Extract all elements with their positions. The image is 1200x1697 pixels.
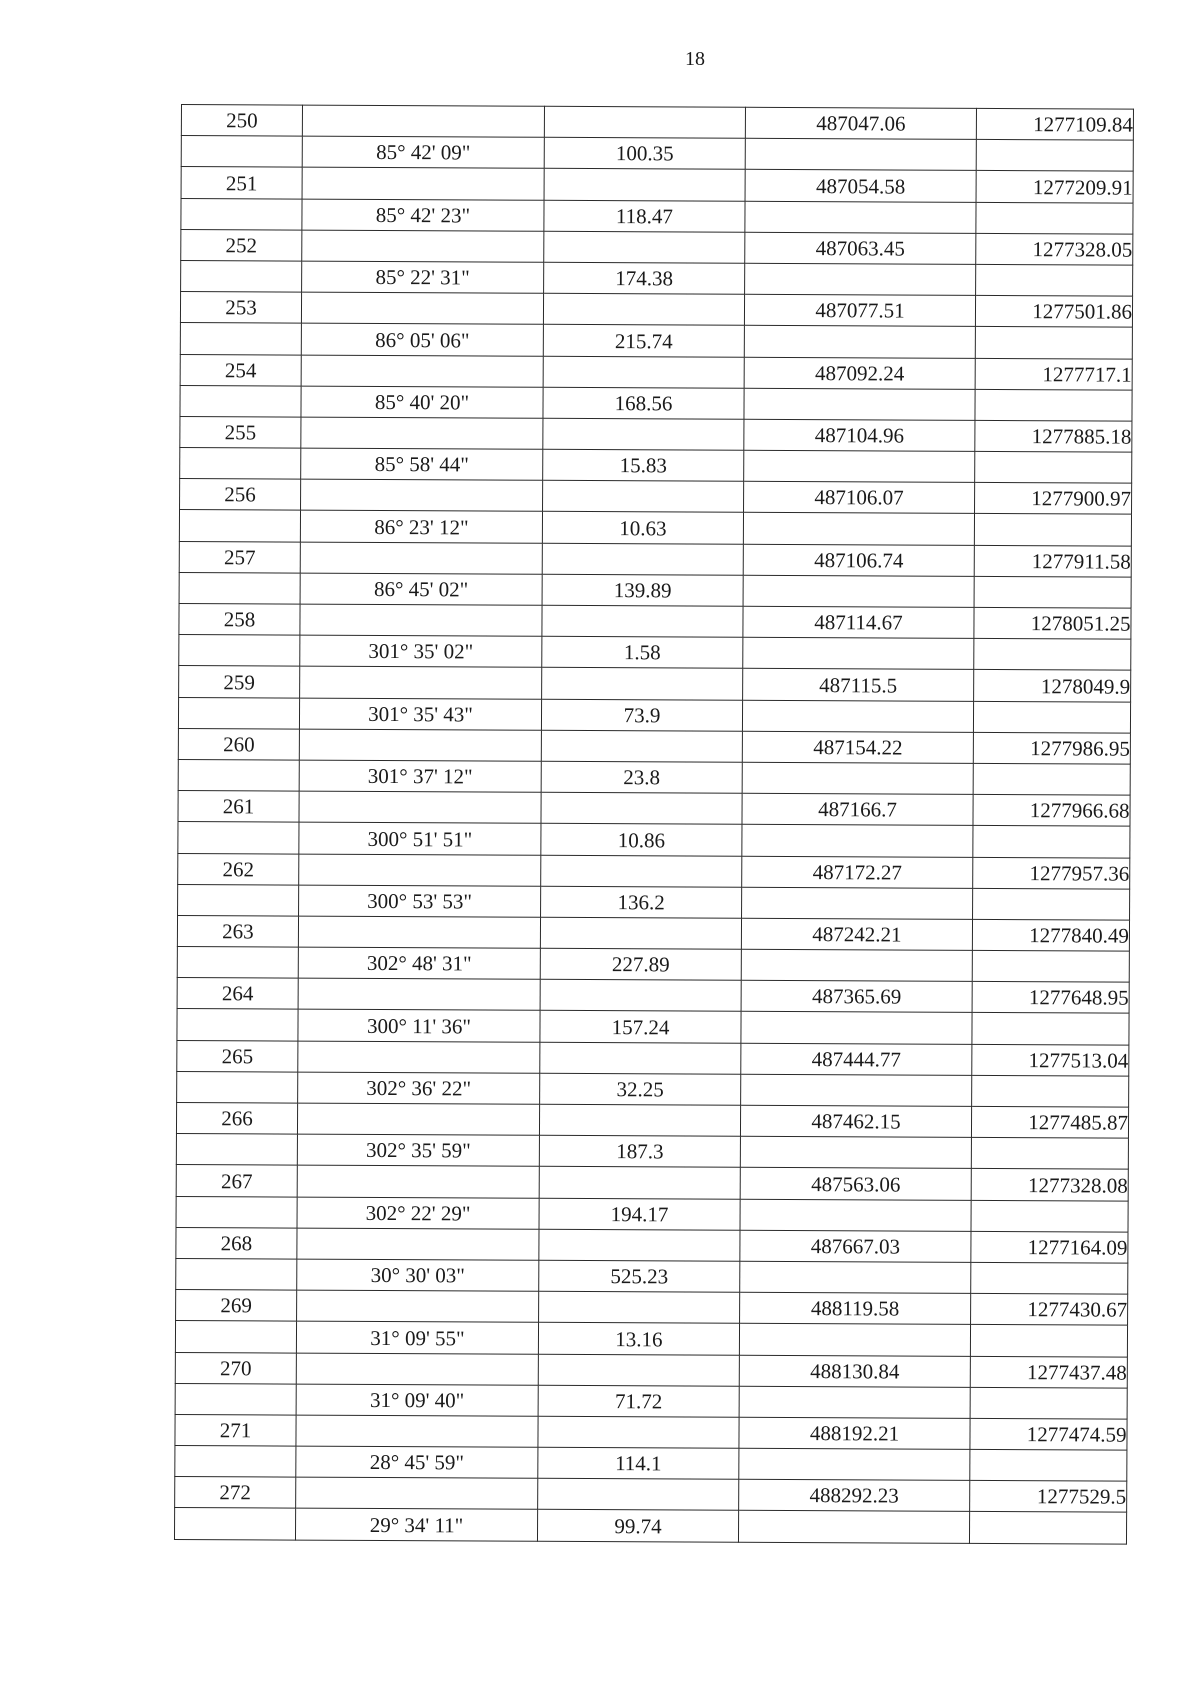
y-coordinate-cell: 1277209.91 bbox=[976, 171, 1133, 203]
distance-cell: 10.86 bbox=[541, 824, 742, 856]
empty-cell bbox=[539, 1229, 740, 1261]
empty-cell bbox=[174, 1508, 295, 1540]
bearing-angle-cell: 86° 45' 02" bbox=[300, 573, 542, 605]
empty-cell bbox=[974, 514, 1131, 546]
y-coordinate-cell: 1277911.58 bbox=[974, 545, 1131, 577]
empty-cell bbox=[300, 542, 542, 574]
x-coordinate-cell: 487054.58 bbox=[745, 170, 976, 202]
empty-cell bbox=[973, 701, 1130, 733]
x-coordinate-cell: 487154.22 bbox=[742, 731, 973, 763]
empty-cell bbox=[539, 1291, 740, 1323]
point-number-cell: 261 bbox=[178, 791, 299, 823]
x-coordinate-cell: 488292.23 bbox=[739, 1479, 970, 1511]
bearing-angle-cell: 300° 53' 53" bbox=[299, 885, 541, 917]
table-row bbox=[177, 1040, 1129, 1076]
bearing-angle-cell: 302° 36' 22" bbox=[298, 1072, 540, 1104]
empty-cell bbox=[976, 140, 1133, 172]
empty-cell bbox=[972, 1075, 1129, 1107]
distance-cell: 168.56 bbox=[543, 387, 744, 419]
empty-cell bbox=[177, 1071, 298, 1103]
empty-cell bbox=[540, 1042, 741, 1074]
table-row bbox=[177, 915, 1129, 951]
table-row bbox=[175, 1446, 1127, 1482]
empty-cell bbox=[175, 1321, 296, 1353]
empty-cell bbox=[973, 826, 1130, 858]
y-coordinate-cell: 1277513.04 bbox=[972, 1044, 1129, 1076]
empty-cell bbox=[299, 791, 541, 823]
bearing-angle-cell: 31° 09' 55" bbox=[296, 1321, 538, 1353]
bearing-angle-cell: 302° 22' 29" bbox=[297, 1197, 539, 1229]
point-number-cell: 266 bbox=[176, 1102, 297, 1134]
empty-cell bbox=[971, 1262, 1128, 1294]
point-number-cell: 253 bbox=[180, 292, 301, 324]
table-row bbox=[178, 697, 1130, 733]
table-row bbox=[176, 1165, 1128, 1201]
bearing-angle-cell: 302° 48' 31" bbox=[298, 947, 540, 979]
distance-cell: 100.35 bbox=[544, 137, 745, 169]
y-coordinate-cell: 1277885.18 bbox=[975, 420, 1132, 452]
empty-cell bbox=[539, 1167, 740, 1199]
empty-cell bbox=[301, 479, 543, 511]
distance-cell: 136.2 bbox=[541, 886, 742, 918]
empty-cell bbox=[543, 418, 744, 450]
empty-cell bbox=[974, 576, 1131, 608]
empty-cell bbox=[296, 1477, 538, 1509]
empty-cell bbox=[743, 513, 974, 545]
empty-cell bbox=[538, 1416, 739, 1448]
y-coordinate-cell: 1277986.95 bbox=[973, 732, 1130, 764]
y-coordinate-cell: 1277109.84 bbox=[976, 108, 1133, 140]
point-number-cell: 263 bbox=[177, 915, 298, 947]
point-number-cell: 262 bbox=[178, 853, 299, 885]
empty-cell bbox=[975, 327, 1132, 359]
empty-cell bbox=[299, 854, 541, 886]
y-coordinate-cell: 1277164.09 bbox=[971, 1231, 1128, 1263]
table-row bbox=[178, 759, 1130, 795]
y-coordinate-cell: 1277328.08 bbox=[971, 1169, 1128, 1201]
empty-cell bbox=[744, 388, 975, 420]
empty-cell bbox=[740, 1261, 971, 1293]
table-row bbox=[180, 416, 1132, 452]
empty-cell bbox=[297, 1290, 539, 1322]
y-coordinate-cell: 1277966.68 bbox=[973, 795, 1130, 827]
y-coordinate-cell: 1277430.67 bbox=[971, 1293, 1128, 1325]
empty-cell bbox=[742, 762, 973, 794]
empty-cell bbox=[544, 231, 745, 263]
bearing-angle-cell: 86° 23' 12" bbox=[300, 511, 542, 543]
coordinate-table-container bbox=[174, 104, 1133, 1544]
x-coordinate-cell: 487077.51 bbox=[744, 294, 975, 326]
table-row bbox=[180, 354, 1132, 390]
empty-cell bbox=[975, 389, 1132, 421]
table-row bbox=[178, 853, 1130, 889]
point-number-cell: 272 bbox=[175, 1477, 296, 1509]
table-row bbox=[176, 1258, 1128, 1294]
x-coordinate-cell: 487462.15 bbox=[740, 1105, 971, 1137]
point-number-cell: 251 bbox=[181, 167, 302, 199]
table-row bbox=[176, 1196, 1128, 1232]
empty-cell bbox=[181, 198, 302, 230]
table-row bbox=[176, 1227, 1128, 1263]
distance-cell: 13.16 bbox=[538, 1323, 739, 1355]
empty-cell bbox=[542, 543, 743, 575]
distance-cell: 23.8 bbox=[541, 761, 742, 793]
empty-cell bbox=[970, 1449, 1127, 1481]
empty-cell bbox=[298, 978, 540, 1010]
table-row bbox=[177, 947, 1129, 983]
bearing-angle-cell: 31° 09' 40" bbox=[296, 1384, 538, 1416]
empty-cell bbox=[745, 201, 976, 233]
x-coordinate-cell: 487444.77 bbox=[741, 1043, 972, 1075]
bearing-angle-cell: 86° 05' 06" bbox=[301, 323, 543, 355]
empty-cell bbox=[181, 136, 302, 168]
bearing-angle-cell: 85° 58' 44" bbox=[301, 448, 543, 480]
x-coordinate-cell: 487365.69 bbox=[741, 980, 972, 1012]
empty-cell bbox=[970, 1325, 1127, 1357]
distance-cell: 194.17 bbox=[539, 1198, 740, 1230]
table-row bbox=[175, 1321, 1127, 1357]
distance-cell: 227.89 bbox=[540, 948, 741, 980]
point-number-cell: 258 bbox=[179, 603, 300, 635]
distance-cell: 139.89 bbox=[542, 574, 743, 606]
empty-cell bbox=[176, 1196, 297, 1228]
empty-cell bbox=[543, 481, 744, 513]
x-coordinate-cell: 487047.06 bbox=[745, 107, 976, 139]
point-number-cell: 270 bbox=[175, 1352, 296, 1384]
y-coordinate-cell: 1277328.05 bbox=[976, 233, 1133, 265]
empty-cell bbox=[741, 1074, 972, 1106]
empty-cell bbox=[976, 202, 1133, 234]
point-number-cell: 256 bbox=[180, 479, 301, 511]
empty-cell bbox=[540, 917, 741, 949]
empty-cell bbox=[297, 1228, 539, 1260]
empty-cell bbox=[297, 1103, 539, 1135]
empty-cell bbox=[972, 1013, 1129, 1045]
point-number-cell: 250 bbox=[181, 105, 302, 137]
empty-cell bbox=[175, 1446, 296, 1478]
distance-cell: 157.24 bbox=[540, 1011, 741, 1043]
empty-cell bbox=[745, 138, 976, 170]
table-row bbox=[178, 822, 1130, 858]
table-row bbox=[175, 1352, 1127, 1388]
table-row bbox=[179, 603, 1131, 639]
point-number-cell: 268 bbox=[176, 1227, 297, 1259]
empty-cell bbox=[179, 510, 300, 542]
empty-cell bbox=[178, 759, 299, 791]
table-row bbox=[181, 260, 1133, 296]
bearing-angle-cell: 28° 45' 59" bbox=[296, 1446, 538, 1478]
point-number-cell: 264 bbox=[177, 978, 298, 1010]
x-coordinate-cell: 487242.21 bbox=[741, 918, 972, 950]
bearing-angle-cell: 30° 30' 03" bbox=[297, 1259, 539, 1291]
x-coordinate-cell: 487667.03 bbox=[740, 1230, 971, 1262]
empty-cell bbox=[974, 639, 1131, 671]
table-row bbox=[180, 479, 1132, 515]
table-row bbox=[179, 572, 1131, 608]
x-coordinate-cell: 488130.84 bbox=[739, 1355, 970, 1387]
y-coordinate-cell: 1278051.25 bbox=[974, 607, 1131, 639]
empty-cell bbox=[176, 1134, 297, 1166]
empty-cell bbox=[179, 635, 300, 667]
table-row bbox=[176, 1134, 1128, 1170]
empty-cell bbox=[301, 292, 543, 324]
empty-cell bbox=[177, 1009, 298, 1041]
table-row bbox=[179, 666, 1131, 702]
empty-cell bbox=[741, 1012, 972, 1044]
empty-cell bbox=[739, 1386, 970, 1418]
empty-cell bbox=[541, 855, 742, 887]
empty-cell bbox=[743, 575, 974, 607]
y-coordinate-cell: 1277474.59 bbox=[970, 1418, 1127, 1450]
empty-cell bbox=[180, 385, 301, 417]
table-row bbox=[179, 510, 1131, 546]
point-number-cell: 265 bbox=[177, 1040, 298, 1072]
x-coordinate-cell: 487063.45 bbox=[745, 232, 976, 264]
y-coordinate-cell: 1277529.5 bbox=[970, 1481, 1127, 1513]
empty-cell bbox=[176, 1258, 297, 1290]
table-row bbox=[176, 1290, 1128, 1326]
empty-cell bbox=[972, 950, 1129, 982]
x-coordinate-cell: 488119.58 bbox=[740, 1292, 971, 1324]
y-coordinate-cell: 1277501.86 bbox=[975, 296, 1132, 328]
table-row bbox=[177, 1071, 1129, 1107]
coordinate-table-body bbox=[174, 105, 1133, 1544]
empty-cell bbox=[541, 792, 742, 824]
empty-cell bbox=[975, 451, 1132, 483]
distance-cell: 73.9 bbox=[541, 699, 742, 731]
x-coordinate-cell: 487115.5 bbox=[743, 669, 974, 701]
empty-cell bbox=[296, 1415, 538, 1447]
table-row bbox=[177, 978, 1129, 1014]
x-coordinate-cell: 487092.24 bbox=[744, 357, 975, 389]
table-row bbox=[178, 884, 1130, 920]
empty-cell bbox=[181, 260, 302, 292]
distance-cell: 15.83 bbox=[543, 449, 744, 481]
empty-cell bbox=[302, 105, 544, 137]
bearing-angle-cell: 300° 11' 36" bbox=[298, 1010, 540, 1042]
empty-cell bbox=[743, 637, 974, 669]
point-number-cell: 259 bbox=[179, 666, 300, 698]
table-row bbox=[181, 229, 1133, 265]
empty-cell bbox=[175, 1383, 296, 1415]
empty-cell bbox=[296, 1353, 538, 1385]
empty-cell bbox=[744, 450, 975, 482]
empty-cell bbox=[538, 1479, 739, 1511]
distance-cell: 71.72 bbox=[538, 1385, 739, 1417]
y-coordinate-cell: 1277437.48 bbox=[970, 1356, 1127, 1388]
y-coordinate-cell: 1277957.36 bbox=[973, 857, 1130, 889]
empty-cell bbox=[297, 1165, 539, 1197]
y-coordinate-cell: 1277648.95 bbox=[972, 982, 1129, 1014]
empty-cell bbox=[971, 1138, 1128, 1170]
empty-cell bbox=[538, 1354, 739, 1386]
empty-cell bbox=[301, 417, 543, 449]
page-number: 18 bbox=[685, 48, 705, 70]
bearing-angle-cell: 301° 35' 43" bbox=[299, 698, 541, 730]
table-row bbox=[176, 1102, 1128, 1138]
x-coordinate-cell: 487172.27 bbox=[742, 856, 973, 888]
table-row bbox=[180, 385, 1132, 421]
empty-cell bbox=[973, 763, 1130, 795]
distance-cell: 1.58 bbox=[542, 636, 743, 668]
empty-cell bbox=[540, 980, 741, 1012]
x-coordinate-cell: 487166.7 bbox=[742, 793, 973, 825]
bearing-angle-cell: 85° 22' 31" bbox=[302, 261, 544, 293]
empty-cell bbox=[301, 355, 543, 387]
bearing-angle-cell: 300° 51' 51" bbox=[299, 822, 541, 854]
bearing-angle-cell: 85° 42' 09" bbox=[302, 136, 544, 168]
table-row bbox=[178, 728, 1130, 764]
table-row bbox=[178, 791, 1130, 827]
bearing-angle-cell: 85° 40' 20" bbox=[301, 386, 543, 418]
empty-cell bbox=[302, 230, 544, 262]
y-coordinate-cell: 1277717.1 bbox=[975, 358, 1132, 390]
x-coordinate-cell: 487114.67 bbox=[743, 606, 974, 638]
empty-cell bbox=[544, 106, 745, 138]
table-row bbox=[175, 1383, 1127, 1419]
table-row bbox=[181, 167, 1133, 203]
empty-cell bbox=[302, 167, 544, 199]
empty-cell bbox=[739, 1448, 970, 1480]
distance-cell: 99.74 bbox=[537, 1510, 738, 1542]
empty-cell bbox=[543, 356, 744, 388]
bearing-angle-cell: 85° 42' 23" bbox=[302, 199, 544, 231]
y-coordinate-cell: 1277840.49 bbox=[972, 919, 1129, 951]
table-row bbox=[174, 1508, 1126, 1544]
empty-cell bbox=[544, 169, 745, 201]
bearing-angle-cell: 302° 35' 59" bbox=[297, 1134, 539, 1166]
distance-cell: 187.3 bbox=[539, 1135, 740, 1167]
table-row bbox=[179, 635, 1131, 671]
empty-cell bbox=[300, 666, 542, 698]
empty-cell bbox=[298, 1041, 540, 1073]
distance-cell: 215.74 bbox=[543, 325, 744, 357]
empty-cell bbox=[542, 668, 743, 700]
table-row bbox=[181, 136, 1133, 172]
point-number-cell: 260 bbox=[178, 728, 299, 760]
table-row bbox=[179, 541, 1131, 577]
empty-cell bbox=[300, 604, 542, 636]
distance-cell: 32.25 bbox=[540, 1073, 741, 1105]
table-row bbox=[175, 1414, 1127, 1450]
empty-cell bbox=[543, 293, 744, 325]
distance-cell: 114.1 bbox=[538, 1447, 739, 1479]
y-coordinate-cell: 1278049.9 bbox=[974, 670, 1131, 702]
empty-cell bbox=[178, 697, 299, 729]
bearing-angle-cell: 29° 34' 11" bbox=[295, 1509, 537, 1541]
empty-cell bbox=[179, 572, 300, 604]
x-coordinate-cell: 487104.96 bbox=[744, 419, 975, 451]
empty-cell bbox=[178, 822, 299, 854]
distance-cell: 118.47 bbox=[544, 200, 745, 232]
coordinate-table bbox=[174, 104, 1134, 1544]
distance-cell: 525.23 bbox=[539, 1260, 740, 1292]
y-coordinate-cell: 1277900.97 bbox=[975, 483, 1132, 515]
table-row bbox=[180, 323, 1132, 359]
empty-cell bbox=[180, 448, 301, 480]
point-number-cell: 255 bbox=[180, 416, 301, 448]
empty-cell bbox=[973, 888, 1130, 920]
empty-cell bbox=[180, 323, 301, 355]
empty-cell bbox=[969, 1512, 1126, 1544]
point-number-cell: 269 bbox=[176, 1290, 297, 1322]
empty-cell bbox=[970, 1387, 1127, 1419]
empty-cell bbox=[177, 947, 298, 979]
empty-cell bbox=[542, 605, 743, 637]
x-coordinate-cell: 488192.21 bbox=[739, 1417, 970, 1449]
distance-cell: 10.63 bbox=[542, 512, 743, 544]
empty-cell bbox=[539, 1104, 740, 1136]
empty-cell bbox=[742, 887, 973, 919]
empty-cell bbox=[738, 1511, 969, 1543]
empty-cell bbox=[740, 1199, 971, 1231]
table-row bbox=[177, 1009, 1129, 1045]
empty-cell bbox=[741, 949, 972, 981]
empty-cell bbox=[744, 326, 975, 358]
point-number-cell: 252 bbox=[181, 229, 302, 261]
table-row bbox=[181, 105, 1133, 141]
empty-cell bbox=[745, 263, 976, 295]
point-number-cell: 257 bbox=[179, 541, 300, 573]
bearing-angle-cell: 301° 37' 12" bbox=[299, 760, 541, 792]
point-number-cell: 254 bbox=[180, 354, 301, 386]
table-row bbox=[181, 198, 1133, 234]
x-coordinate-cell: 487563.06 bbox=[740, 1168, 971, 1200]
point-number-cell: 271 bbox=[175, 1414, 296, 1446]
point-number-cell: 267 bbox=[176, 1165, 297, 1197]
empty-cell bbox=[742, 700, 973, 732]
table-row bbox=[175, 1477, 1127, 1513]
empty-cell bbox=[298, 916, 540, 948]
y-coordinate-cell: 1277485.87 bbox=[971, 1106, 1128, 1138]
distance-cell: 174.38 bbox=[544, 262, 745, 294]
x-coordinate-cell: 487106.74 bbox=[743, 544, 974, 576]
table-row bbox=[180, 448, 1132, 484]
empty-cell bbox=[541, 730, 742, 762]
empty-cell bbox=[299, 729, 541, 761]
empty-cell bbox=[976, 264, 1133, 296]
empty-cell bbox=[742, 825, 973, 857]
x-coordinate-cell: 487106.07 bbox=[744, 482, 975, 514]
empty-cell bbox=[971, 1200, 1128, 1232]
table-row bbox=[180, 292, 1132, 328]
bearing-angle-cell: 301° 35' 02" bbox=[300, 635, 542, 667]
empty-cell bbox=[740, 1136, 971, 1168]
empty-cell bbox=[178, 884, 299, 916]
empty-cell bbox=[739, 1324, 970, 1356]
